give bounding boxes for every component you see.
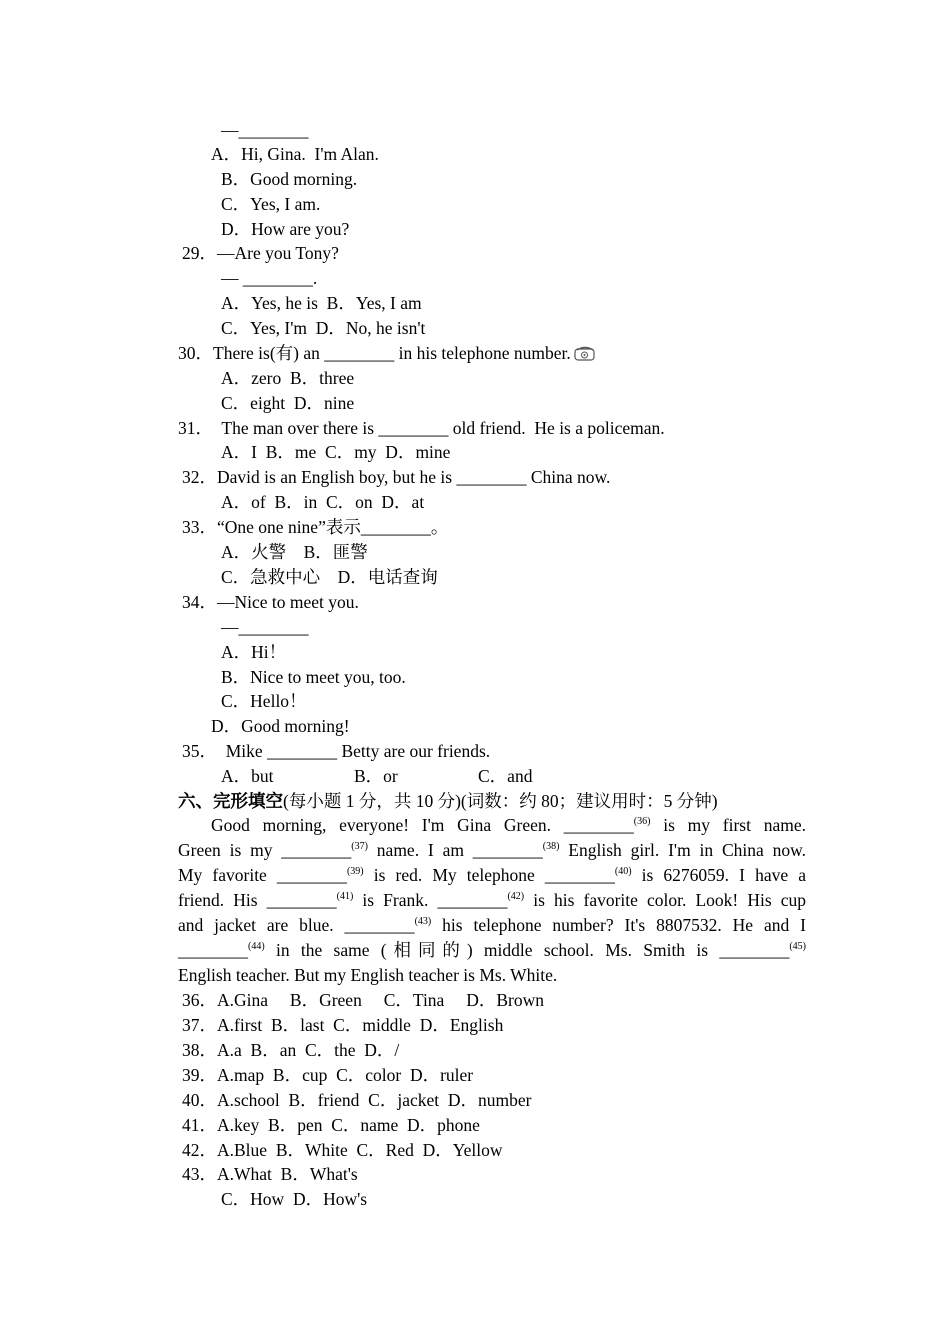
question-35-stem: 35． Mike ________ Betty are our friends. [182, 741, 491, 761]
option-b: B．Good morning. [221, 169, 358, 189]
question-33-options-1: A．火警 B．匪警 [221, 542, 368, 562]
telephone-icon [574, 346, 596, 361]
question-34-answer-line: —________ [221, 617, 309, 637]
question-33-stem: 33．“One one nine”表示________。 [182, 517, 449, 537]
question-32-options: A．of B．in C．on D．at [221, 492, 425, 512]
question-40: 40．A.school B．friend C．jacket D．number [182, 1090, 532, 1110]
section-note: (每小题 1 分，共 10 分)(词数：约 80；建议用时：5 分钟) [283, 791, 718, 811]
question-30-stem [178, 342, 596, 364]
question-43-options-2: C．How D．How's [221, 1189, 368, 1209]
question-35-option-a: A．but [221, 766, 274, 786]
passage-line-7: English teacher. But my English teacher is Ms. White. [178, 965, 558, 985]
section-heading [178, 790, 718, 812]
question-29-options-2: C．Yes, I'm D．No, he isn't [221, 318, 426, 338]
option-c: C．Yes, I am. [221, 194, 321, 214]
question-43: 43．A.What B．What's [182, 1164, 358, 1184]
question-31-stem: 31． The man over there is ________ old friend. He is a policeman. [178, 418, 665, 438]
passage-line-3: My favorite ________$^{(39)}$ is red. My telephone ________$^{(40)}$ is 6276059. I have a [178, 865, 806, 885]
question-30-options-2: C．eight D．nine [221, 393, 355, 413]
option-a: A．Hi, Gina. I'm Alan. [211, 144, 379, 164]
answer-line: —________ [221, 120, 309, 140]
question-38: 38．A.a B．an C．the D．/ [182, 1040, 400, 1060]
question-35-option-b: B．or [354, 766, 398, 786]
question-29-options-1: A．Yes, he is B．Yes, I am [221, 293, 422, 313]
question-37: 37．A.first B．last C．middle D．English [182, 1015, 504, 1035]
passage-line-6: ________$^{(44)}$ in the same (相同的) middle school. Ms. Smith is ________$^{(45)}$ [178, 940, 806, 960]
passage-line-4: friend. His ________$^{(41)}$ is Frank. ________$^{(42)}$ is his favorite color. Look! His cup [178, 890, 806, 910]
question-29-stem: 29．—Are you Tony? [182, 243, 339, 263]
question-42: 42．A.Blue B．White C．Red D．Yellow [182, 1140, 503, 1160]
question-36: 36．A.Gina B．Green C．Tina D．Brown [182, 990, 544, 1010]
question-35-option-c: C．and [478, 766, 533, 786]
question-39: 39．A.map B．cup C．color D．ruler [182, 1065, 474, 1085]
passage-line-5: and jacket are blue. ________$^{(43)}$ his telephone number? It's 8807532. He and I [178, 915, 806, 935]
question-41: 41．A.key B．pen C．name D．phone [182, 1115, 480, 1135]
question-34-option-d: D．Good morning! [211, 716, 350, 736]
question-34-option-b: B．Nice to meet you, too. [221, 667, 406, 687]
question-29-answer-line: — ________. [221, 268, 318, 288]
question-31-options: A．I B．me C．my D．mine [221, 442, 451, 462]
question-30-text: 30．There is(有) an ________ in his telephone number. [178, 343, 571, 363]
question-33-options-2: C．急救中心 D．电话查询 [221, 567, 438, 587]
question-34-stem: 34．—Nice to meet you. [182, 592, 359, 612]
option-d: D．How are you? [221, 219, 350, 239]
question-34-option-c: C．Hello！ [221, 691, 307, 711]
question-34-option-a: A．Hi！ [221, 642, 287, 662]
passage-line-2: Green is my ________$^{(37)}$ name. I am ________$^{(38)}$ English girl. I'm in China now. [178, 840, 806, 860]
passage-line-1: Good morning, everyone! I'm Gina Green. ________$^{(36)}$ is my first name. [211, 815, 806, 835]
question-32-stem: 32．David is an English boy, but he is ________ China now. [182, 467, 611, 487]
section-title: 六、完形填空 [178, 791, 283, 811]
question-30-options-1: A．zero B．three [221, 368, 355, 388]
